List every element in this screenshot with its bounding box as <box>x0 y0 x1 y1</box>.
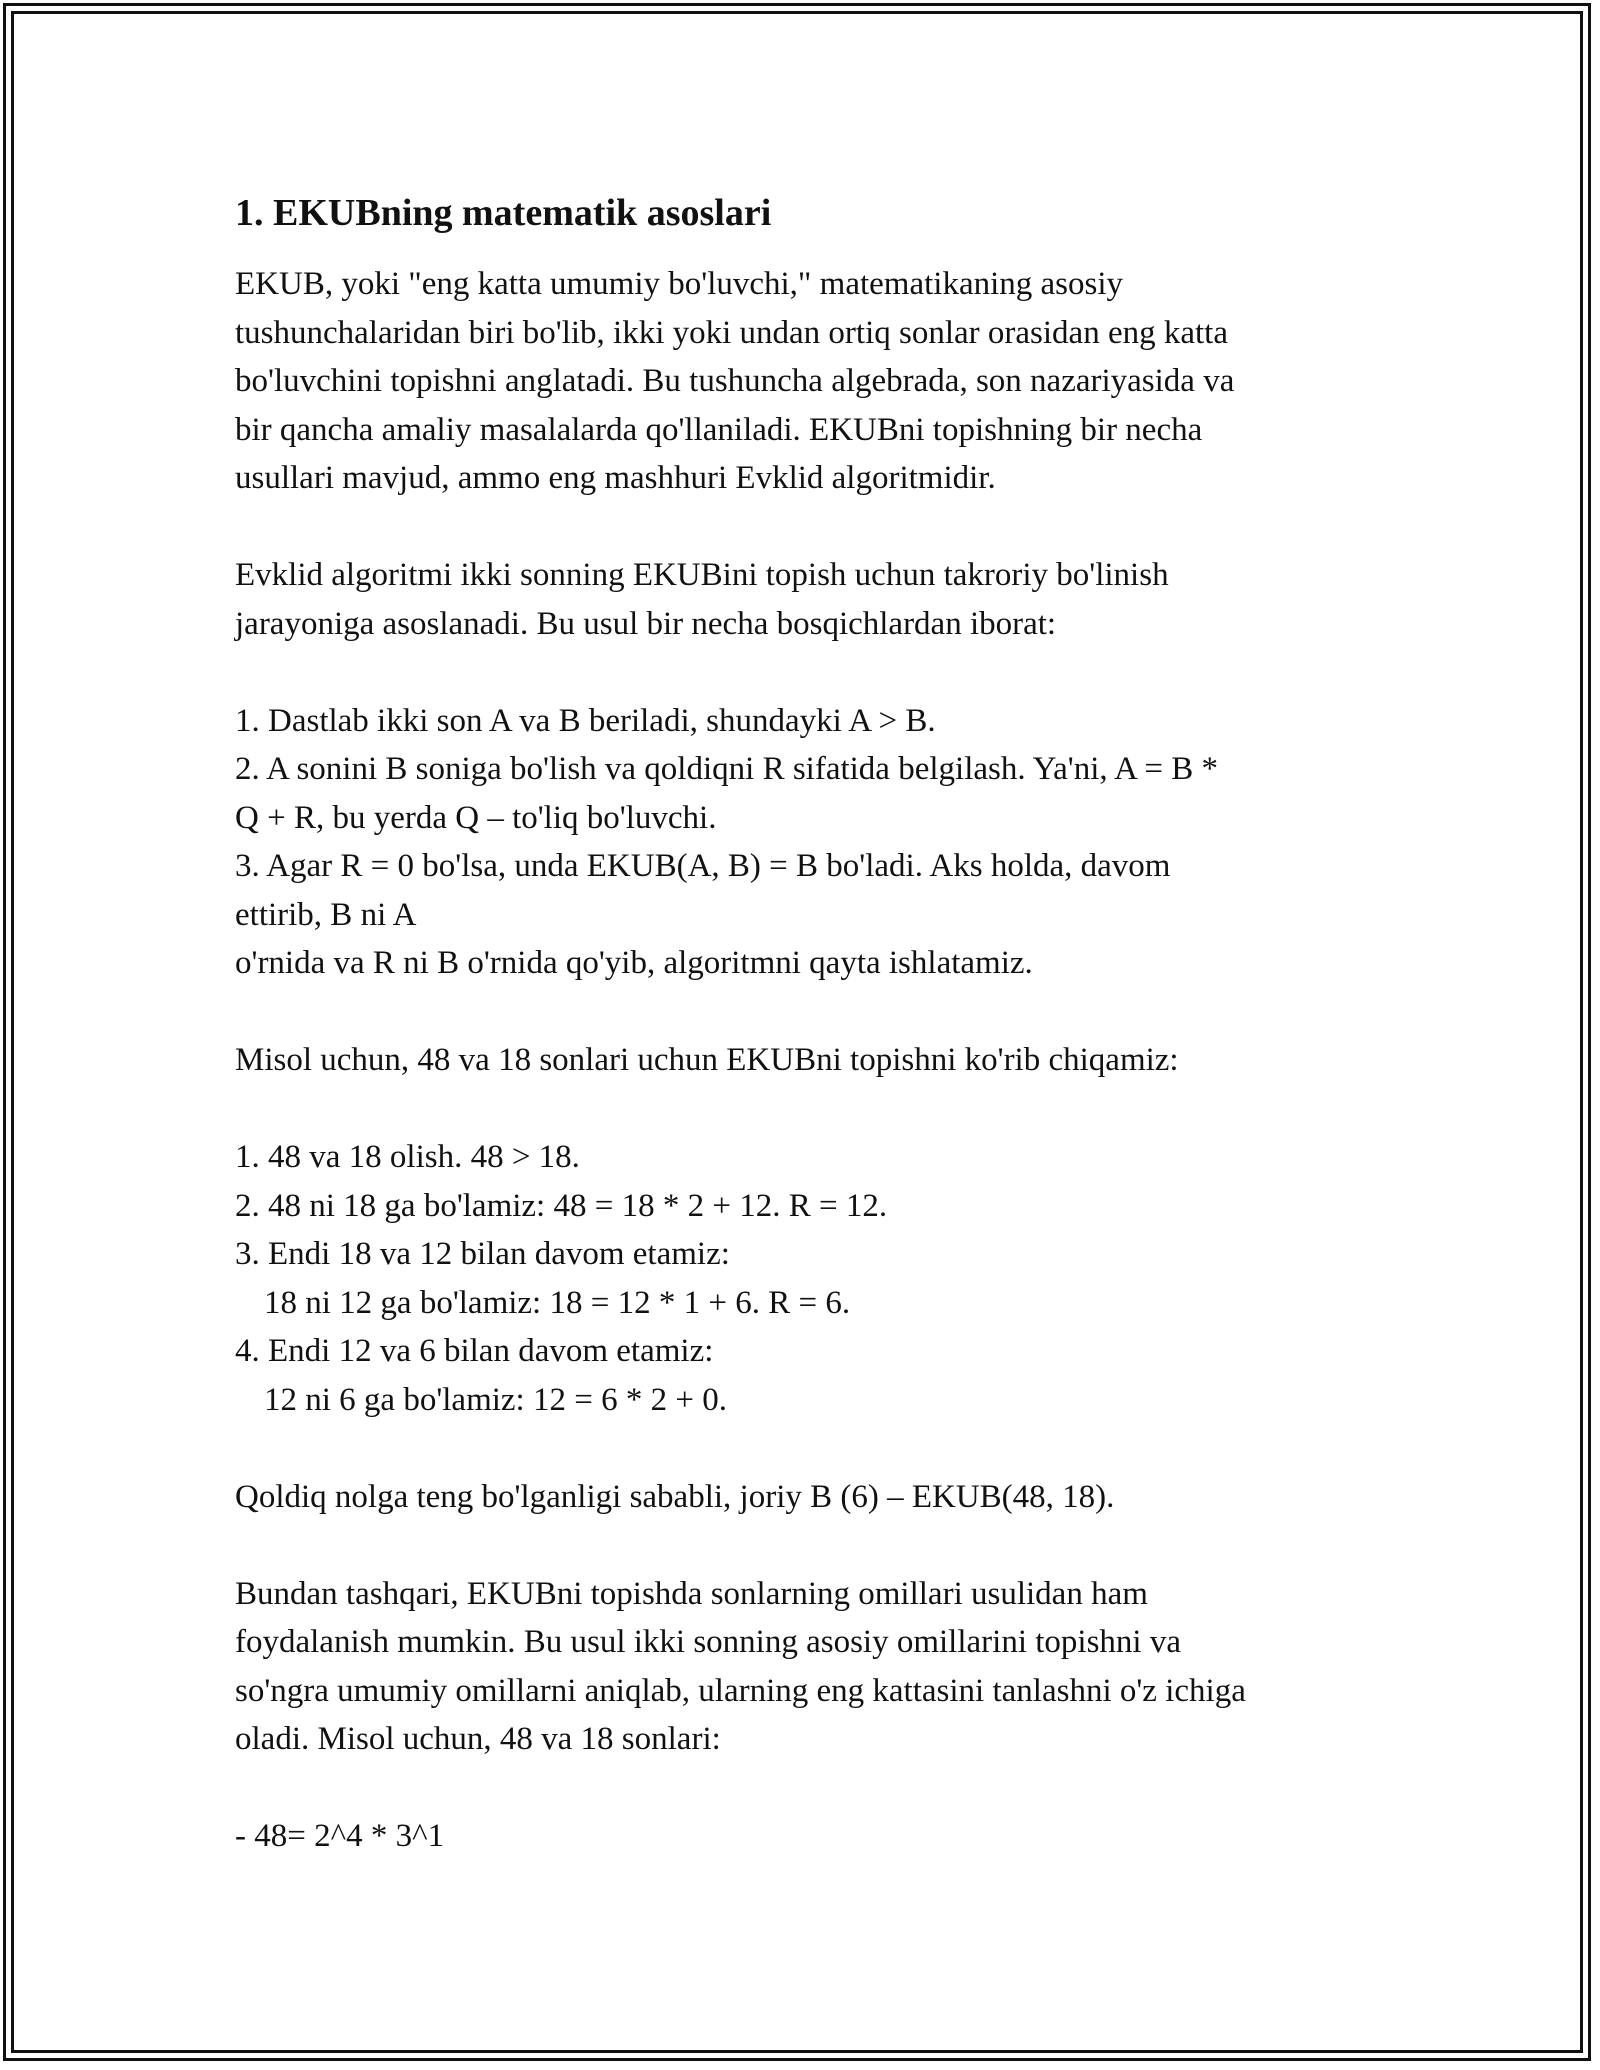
algorithm-steps <box>235 697 1375 988</box>
step-line: 3. Agar R = 0 bo'lsa, unda EKUB(A, B) = B bo'ladi. Aks holda, davom <box>235 848 1171 884</box>
example-step-line: 18 ni 12 ga bo'lamiz: 18 = 12 * 1 + 6. R = 6. <box>264 1284 851 1321</box>
result-paragraph <box>235 1473 1375 1522</box>
text-line: jarayoniga asoslanadi. Bu usul bir necha bosqichlardan iborat: <box>235 605 1057 642</box>
text-line: Evklid algoritmi ikki sonning EKUBini topish uchun takroriy bo'linish <box>235 557 1169 593</box>
text-line: bir qancha amaliy masalalarda qo'llaniladi. EKUBni topishning bir necha <box>235 411 1203 448</box>
example-step-line: 2. 48 ni 18 ga bo'lamiz: 48 = 18 * 2 + 12. R = 12. <box>235 1187 888 1224</box>
algorithm-paragraph <box>235 551 1375 648</box>
example-step-line: 12 ni 6 ga bo'lamiz: 12 = 6 * 2 + 0. <box>264 1381 727 1418</box>
example-step-line: 3. Endi 18 va 12 bilan davom etamiz: <box>235 1236 730 1272</box>
text-line: EKUB, yoki "eng katta umumiy bo'luvchi," matematikaning asosiy <box>235 266 1124 302</box>
text-line: usullari mavjud, ammo eng mashhuri Evklid algoritmidir. <box>235 460 996 496</box>
step-line: ettirib, B ni A <box>235 896 417 933</box>
text-line: foydalanish mumkin. Bu usul ikki sonning asosiy omillarini topishni va <box>235 1624 1181 1660</box>
example-steps <box>235 1133 1375 1424</box>
example-intro <box>235 1036 1375 1085</box>
step-line: 1. Dastlab ikki son A va B beriladi, shundayki A > B. <box>235 702 936 739</box>
example-step-line: 4. Endi 12 va 6 bilan davom etamiz: <box>235 1333 714 1369</box>
section-heading: 1. EKUBning matematik asoslari <box>235 192 772 234</box>
step-line: o'rnida va R ni B o'rnida qo'yib, algoritmni qayta ishlatamiz. <box>235 945 1033 981</box>
step-line: 2. A sonini B soniga bo'lish va qoldiqni R sifatida belgilash. Ya'ni, A = B * <box>235 751 1218 787</box>
text-line: so'ngra umumiy omillarni aniqlab, ularning eng kattasini tanlashni o'z ichiga <box>235 1672 1246 1709</box>
factor-method-paragraph <box>235 1570 1375 1764</box>
text-line: bo'luvchini topishni anglatadi. Bu tushuncha algebrada, son nazariyasida va <box>235 363 1235 399</box>
text-line: Bundan tashqari, EKUBni topishda sonlarning omillari usulidan ham <box>235 1575 1148 1612</box>
text-line: oladi. Misol uchun, 48 va 18 sonlari: <box>235 1721 721 1757</box>
intro-paragraph <box>235 260 1375 503</box>
text-line: - 48= 2^4 * 3^1 <box>235 1818 445 1854</box>
example-step-line: 1. 48 va 18 olish. 48 > 18. <box>235 1139 580 1175</box>
document-body <box>235 188 1375 1861</box>
text-line: Misol uchun, 48 va 18 sonlari uchun EKUBni topishni ko'rib chiqamiz: <box>235 1042 1179 1078</box>
step-line: Q + R, bu yerda Q – to'liq bo'luvchi. <box>235 799 717 836</box>
text-line: tushunchalaridan biri bo'lib, ikki yoki undan ortiq sonlar orasidan eng katta <box>235 314 1228 351</box>
text-line: Qoldiq nolga teng bo'lganligi sababli, joriy B (6) – EKUB(48, 18). <box>235 1478 1115 1515</box>
factor-line <box>235 1812 1375 1861</box>
